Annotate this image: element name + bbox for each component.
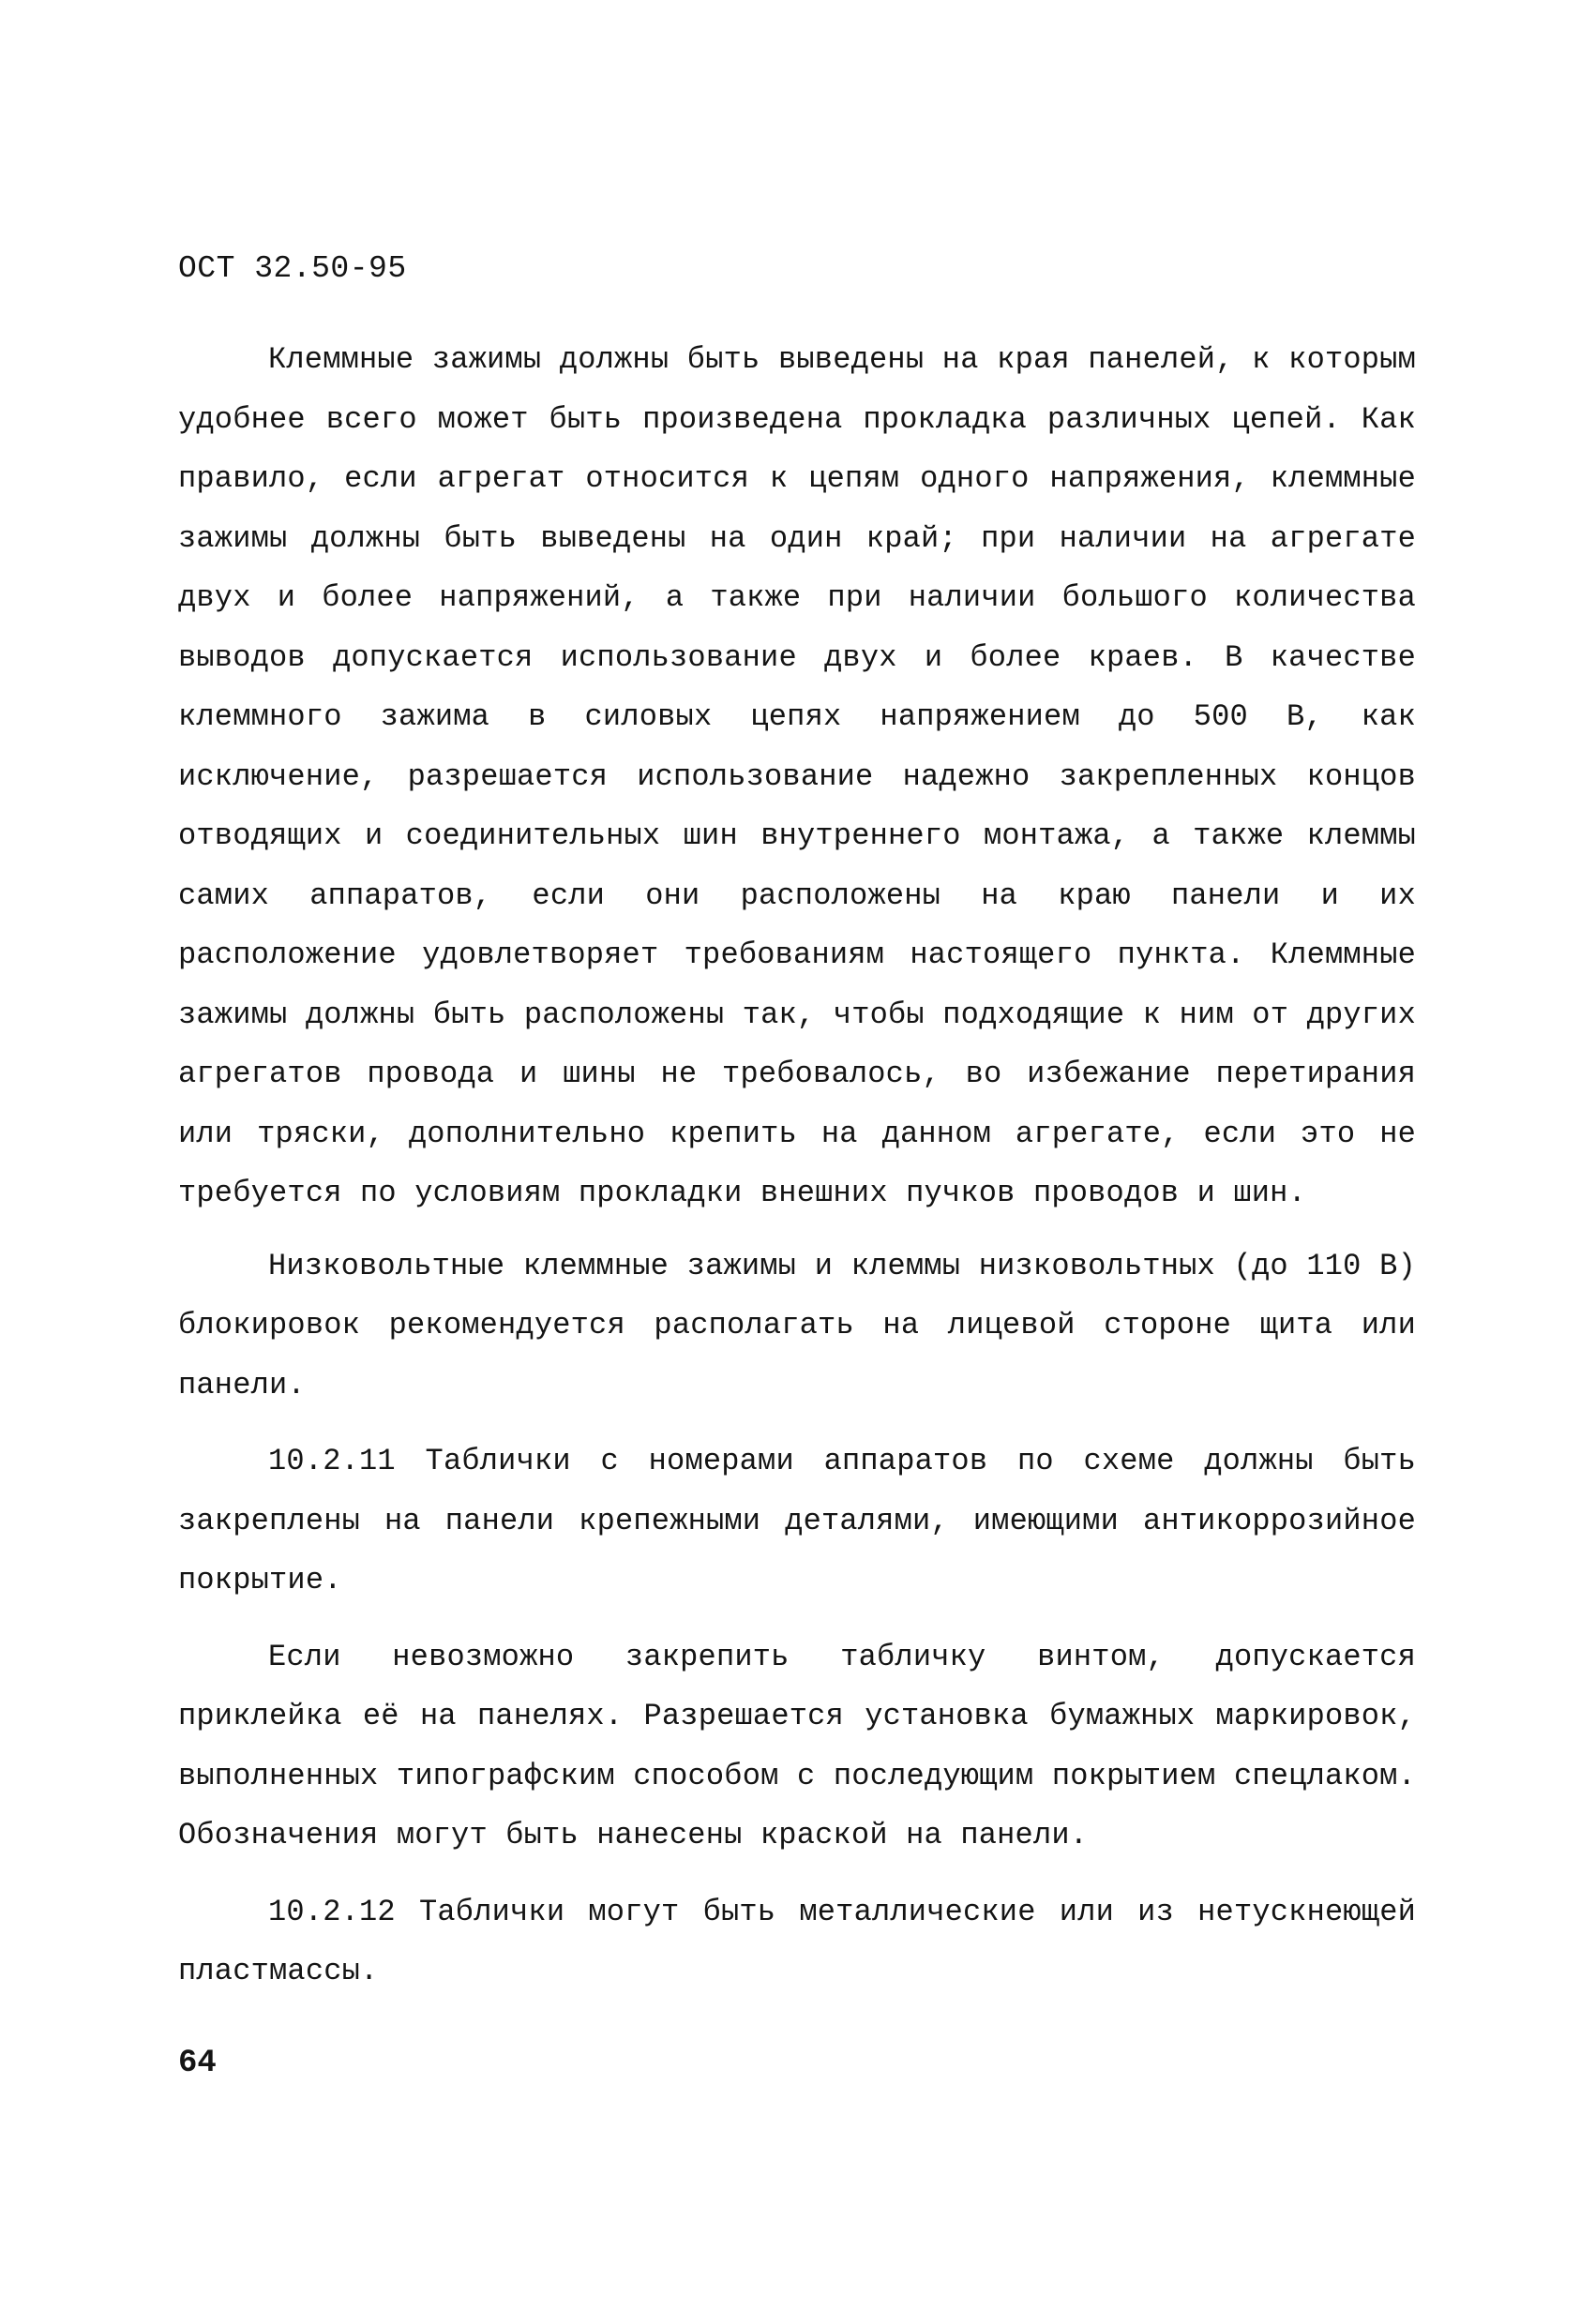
paragraph-label-gluing: Если невозможно закрепить табличку винтом, допускается приклейка её на панелях. Разрешается установка бумажных маркировок, выполненных типографским способом с последующим покрытием спецлаком. Обозначения могут быть нанесены краской на панели.: [178, 1639, 1416, 1852]
document-body: [178, 330, 1416, 2015]
page-number: 64: [178, 2046, 217, 2081]
paragraph-10-2-11: 10.2.11 Таблички с номерами аппаратов по схеме должны быть закреплены на панели крепежными деталями, имеющими антикоррозийное покрытие.: [178, 1444, 1416, 1597]
paragraph-10-2-12: 10.2.12 Таблички могут быть металлические или из нетускнеющей пластмассы.: [178, 1894, 1416, 1988]
paragraph-low-voltage-clamps: Низковольтные клеммные зажимы и клеммы низковольтных (до 110 В) блокировок рекомендуется располагать на лицевой стороне щита или панели.: [178, 1248, 1416, 1402]
document-code-header: ОСТ 32.50-95: [178, 251, 407, 286]
paragraph-terminal-clamps: Клеммные зажимы должны быть выведены на края панелей, к которым удобнее всего может быть произведена прокладка различных цепей. Как правило, если агрегат относится к цепям одного напряжения, клеммные зажимы должны быть выведены на один край; при наличии на агрегате двух и более напряжений, а также при наличии большого количества выводов допускается использование двух и более краев. В качестве клеммного зажима в силовых цепях напряжением до 500 В, как исключение, разрешается использование надежно закрепленных концов отводящих и соединительных шин внутреннего монтажа, а также клеммы самих аппаратов, если они расположены на краю панели и их расположение удовлетворяет требованиям настоящего пункта. Клеммные зажимы должны быть расположены так, чтобы подходящие к ним от других агрегатов провода и шины не требовалось, во избежание перетирания или тряски, дополнительно крепить на данном агрегате, если это не требуется по условиям прокладки внешних пучков проводов и шин.: [178, 342, 1416, 1210]
